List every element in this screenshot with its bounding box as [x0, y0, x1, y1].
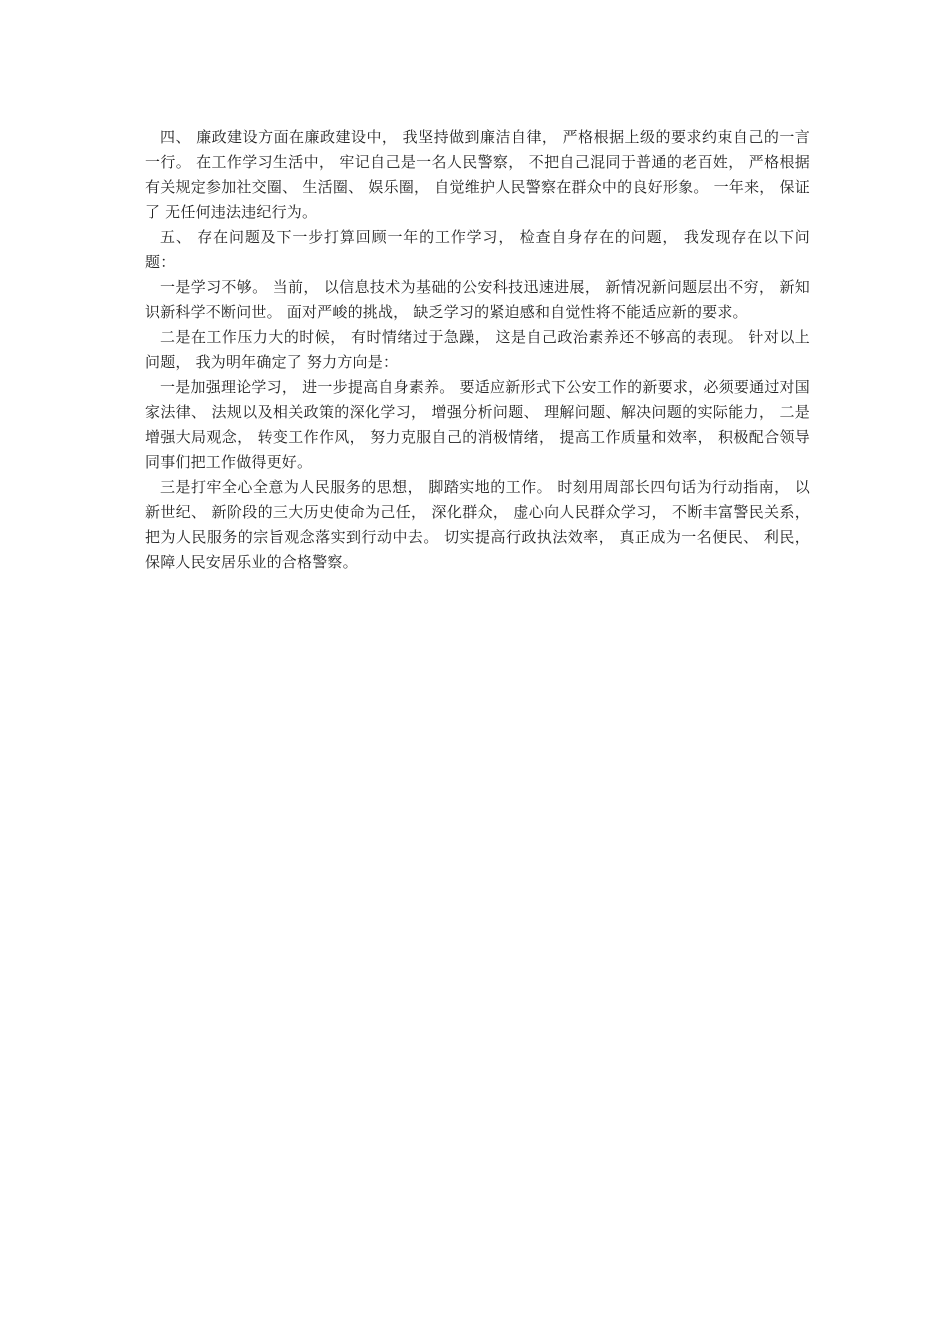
document-body	[145, 125, 810, 575]
paragraph-problem-study: 一是学习不够。 当前， 以信息技术为基础的公安科技迅速进展， 新情况新问题层出不穷， 新知识新科学不断问世。 面对严峻的挑战， 缺乏学习的紧迫感和自觉性将不能适应新的要求。	[145, 278, 810, 321]
paragraph-direction-service: 三是打牢全心全意为人民服务的思想， 脚踏实地的工作。 时刻用周部长四句话为行动指南， 以新世纪、 新阶段的三大历史使命为己任， 深化群众， 虚心向人民群众学习， 不断丰富警民关系， 把为人民服务的宗旨观念落实到行动中去。 切实提高行政执法效率， 真正成为一名便民、 利民， 保障人民安居乐业的合格警察。	[145, 478, 810, 571]
paragraph-direction-theory: 一是加强理论学习， 进一步提高自身素养。 要适应新形式下公安工作的新要求，必须要通过对国家法律、 法规以及相关政策的深化学习， 增强分析问题、 理解问题、解决问题的实际能力， 二是增强大局观念， 转变工作作风， 努力克服自己的消极情绪， 提高工作质量和效率， 积极配合领导同事们把工作做得更好。	[145, 378, 810, 471]
paragraph-problems-intro: 五、 存在问题及下一步打算回顾一年的工作学习， 检查自身存在的问题， 我发现存在以下问题：	[145, 228, 810, 271]
paragraph-integrity: 四、 廉政建设方面在廉政建设中， 我坚持做到廉洁自律， 严格根据上级的要求约束自己的一言一行。 在工作学习生活中， 牢记自己是一名人民警察， 不把自己混同于普通的老百姓， 严格根据有关规定参加社交圈、 生活圈、 娱乐圈， 自觉维护人民警察在群众中的良好形象。 一年来， 保证了 无任何违法违纪行为。	[145, 128, 810, 221]
paragraph-problem-temper: 二是在工作压力大的时候， 有时情绪过于急躁， 这是自己政治素养还不够高的表现。 针对以上问题， 我为明年确定了 努力方向是：	[145, 328, 810, 371]
